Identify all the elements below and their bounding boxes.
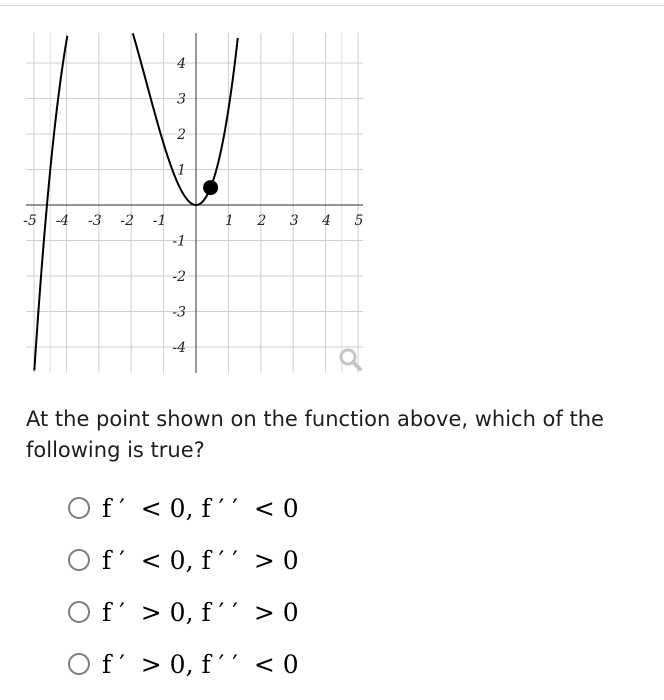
choice-label: f ′ > 0, f ′ ′ < 0: [102, 649, 299, 679]
y-tick-label: -3: [172, 304, 186, 321]
x-tick-label: -2: [120, 213, 135, 229]
choice-label: f ′ < 0, f ′ ′ < 0: [102, 493, 299, 523]
x-tick-label: 1: [224, 213, 234, 229]
x-tick-labels: [23, 213, 363, 229]
y-tick-label: -2: [172, 269, 186, 285]
grid-lines: [26, 33, 363, 373]
x-tick-label: -1: [152, 213, 167, 229]
x-tick-label: 5: [354, 213, 364, 229]
magnifier-icon[interactable]: [336, 346, 364, 374]
y-tick-label: -4: [172, 340, 186, 356]
radio-button[interactable]: [68, 601, 90, 623]
choice-label: f ′ < 0, f ′ ′ > 0: [102, 545, 299, 575]
y-tick-label: 4: [177, 56, 186, 72]
x-tick-label: 2: [257, 213, 267, 229]
highlighted-point: [203, 180, 218, 195]
x-tick-label: -5: [23, 213, 37, 229]
function-curve: [34, 33, 237, 370]
x-tick-label: 3: [289, 213, 299, 229]
y-tick-label: 2: [177, 127, 186, 143]
radio-button[interactable]: [68, 653, 90, 675]
choice-label: f ′ > 0, f ′ ′ > 0: [102, 597, 299, 627]
x-tick-label: -3: [87, 213, 102, 229]
y-tick-label: -1: [172, 233, 186, 250]
axes: [26, 33, 363, 373]
y-tick-label: 3: [177, 91, 186, 108]
x-tick-label: 4: [322, 213, 332, 229]
radio-button[interactable]: [68, 497, 90, 519]
y-tick-labels: [172, 56, 186, 356]
choice-4[interactable]: [68, 644, 368, 684]
y-tick-label: 1: [177, 162, 186, 179]
choice-3[interactable]: [68, 592, 368, 632]
choice-1[interactable]: [68, 488, 368, 528]
radio-button[interactable]: [68, 549, 90, 571]
choice-2[interactable]: [68, 540, 368, 580]
question-text: At the point shown on the function above, which of the following is true?: [26, 407, 604, 462]
x-tick-label: -4: [55, 213, 70, 229]
